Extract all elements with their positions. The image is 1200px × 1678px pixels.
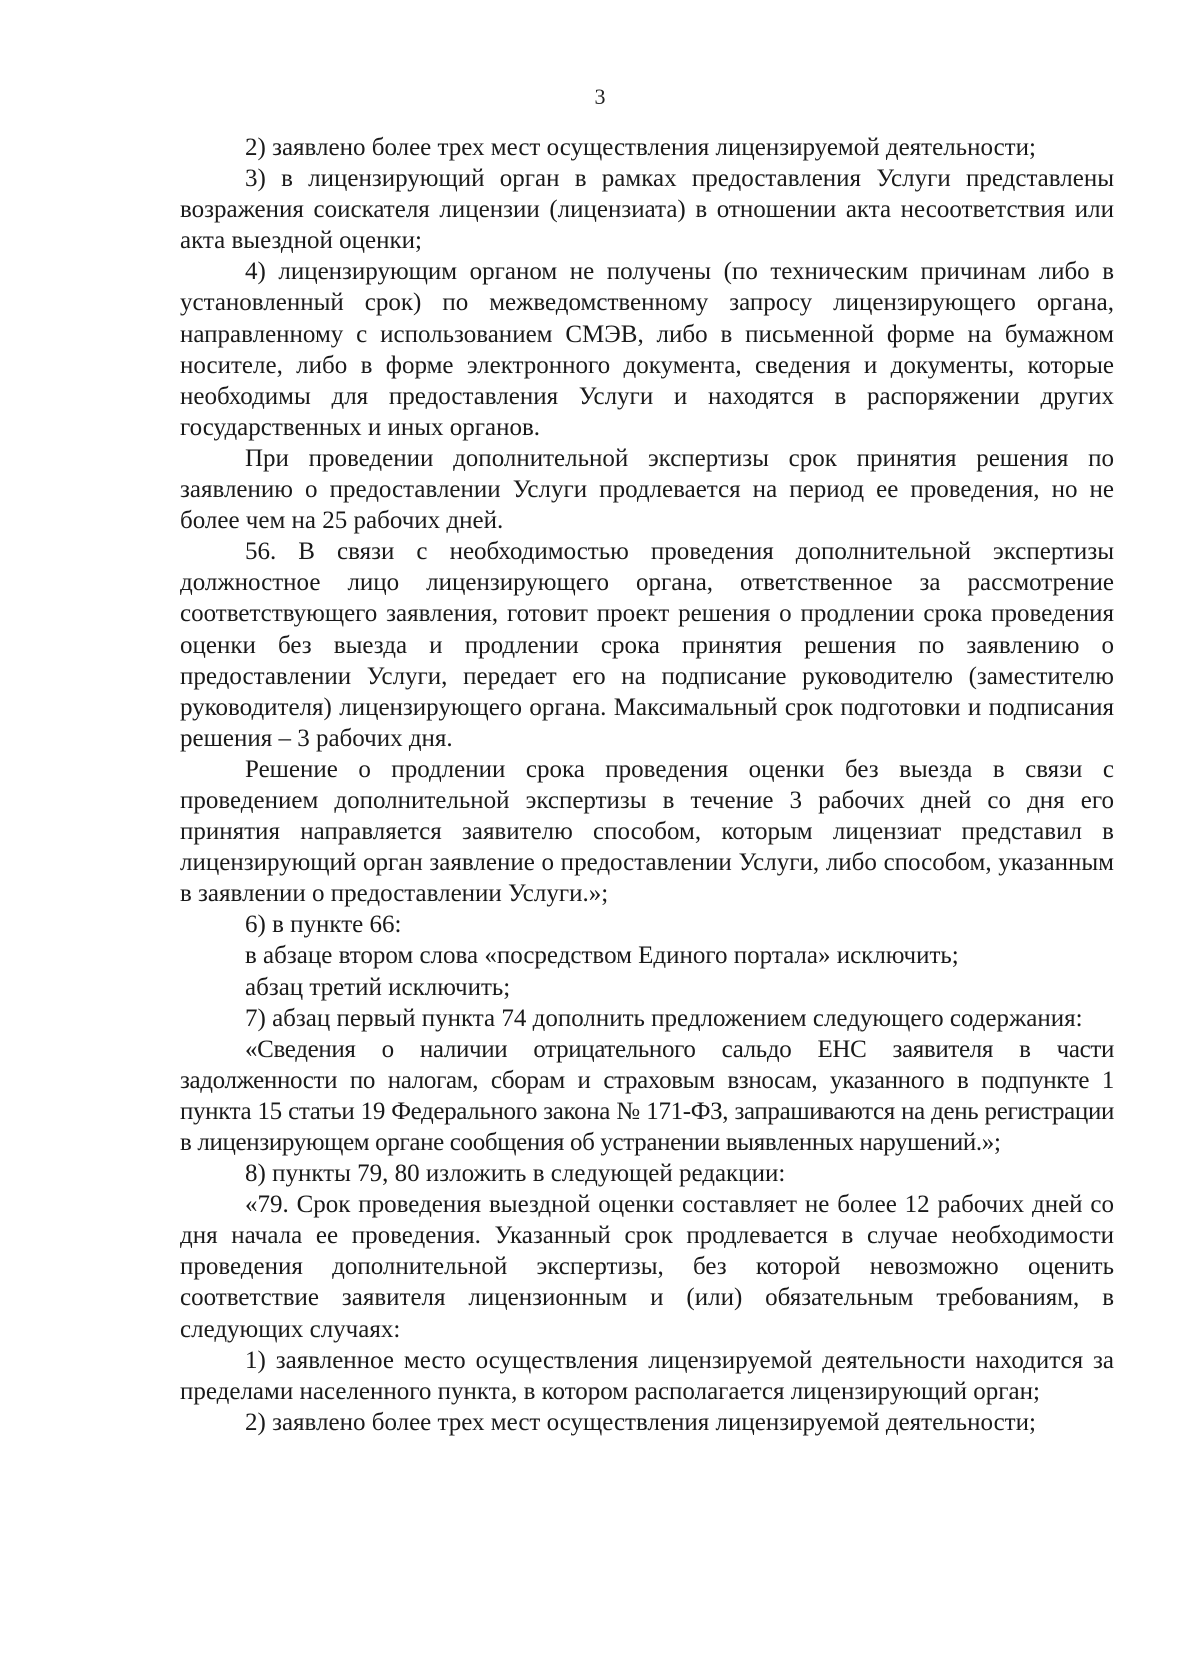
paragraph: 8) пункты 79, 80 изложить в следующей редакции:	[245, 1160, 786, 1188]
page-number: 3	[594, 84, 606, 109]
paragraph: 1) заявленное место осуществления лицензируемой деятельности находится за пределами населенного пункта, в котором располагается лицензирующий орган;	[180, 1346, 1114, 1405]
paragraph: 2) заявлено более трех мест осуществления лицензируемой деятельности;	[245, 134, 1036, 161]
paragraph: в абзаце втором слова «посредством Единого портала» исключить;	[245, 942, 959, 970]
paragraph: Решение о продлении срока проведения оценки без выезда в связи с проведением дополнительной экспертизы в течение 3 рабочих дней со дня его принятия направляется заявителю способом, которым лицензиат представил в лицензирующий орган заявление о предоставлении Услуги, либо способом, указанным в заявлении о предоставлении Услуги.»;	[180, 755, 1114, 908]
paragraph: 2) заявлено более трех мест осуществления лицензируемой деятельности;	[245, 1408, 1036, 1436]
paragraph: абзац третий исключить;	[245, 973, 511, 1001]
paragraph: 6) в пункте 66:	[245, 911, 402, 939]
paragraph: 4) лицензирующим органом не получены (по техническим причинам либо в установленный срок) по межведомственному запросу лицензирующего органа, направленному с использованием СМЭВ, либо в письменной форме на бумажном носителе, либо в форме электронного документа, сведения и документы, которые необходимы для предоставления Услуги и находятся в распоряжении других государственных и иных органов.	[180, 258, 1114, 441]
paragraph: 3) в лицензирующий орган в рамках предоставления Услуги представлены возражения соискателя лицензии (лицензиата) в отношении акта несоответствия или акта выездной оценки;	[180, 165, 1114, 255]
paragraph: «Сведения о наличии отрицательного сальдо ЕНС заявителя в части задолженности по налогам, сборам и страховым взносам, указанного в подпункте 1 пункта 15 статьи 19 Федерального закона № 171-ФЗ, запрашиваются на день регистрации в лицензирующем органе сообщения об устранении выявленных нарушений.»;	[180, 1035, 1114, 1156]
paragraph: «79. Срок проведения выездной оценки составляет не более 12 рабочих дней со дня начала ее проведения. Указанный срок продлевается в случае необходимости проведения дополнительной экспертизы, без которой невозможно оценить соответствие заявителя лицензионным и (или) обязательным требованиям, в следующих случаях:	[180, 1191, 1114, 1343]
document-body	[180, 132, 1114, 1438]
paragraph: При проведении дополнительной экспертизы срок принятия решения по заявлению о предоставлении Услуги продлевается на период ее проведения, но не более чем на 25 рабочих дней.	[180, 444, 1114, 535]
paragraph: 56. В связи с необходимостью проведения дополнительной экспертизы должностное лицо лицензирующего органа, ответственное за рассмотрение соответствующего заявления, готовит проект решения о продлении срока проведения оценки без выезда и продлении срока принятия решения по заявлению о предоставлении Услуги, передает его на подписание руководителю (заместителю руководителя) лицензирующего органа. Максимальный срок подготовки и подписания решения – 3 рабочих дня.	[180, 538, 1114, 752]
paragraph: 7) абзац первый пункта 74 дополнить предложением следующего содержания:	[245, 1004, 1083, 1032]
